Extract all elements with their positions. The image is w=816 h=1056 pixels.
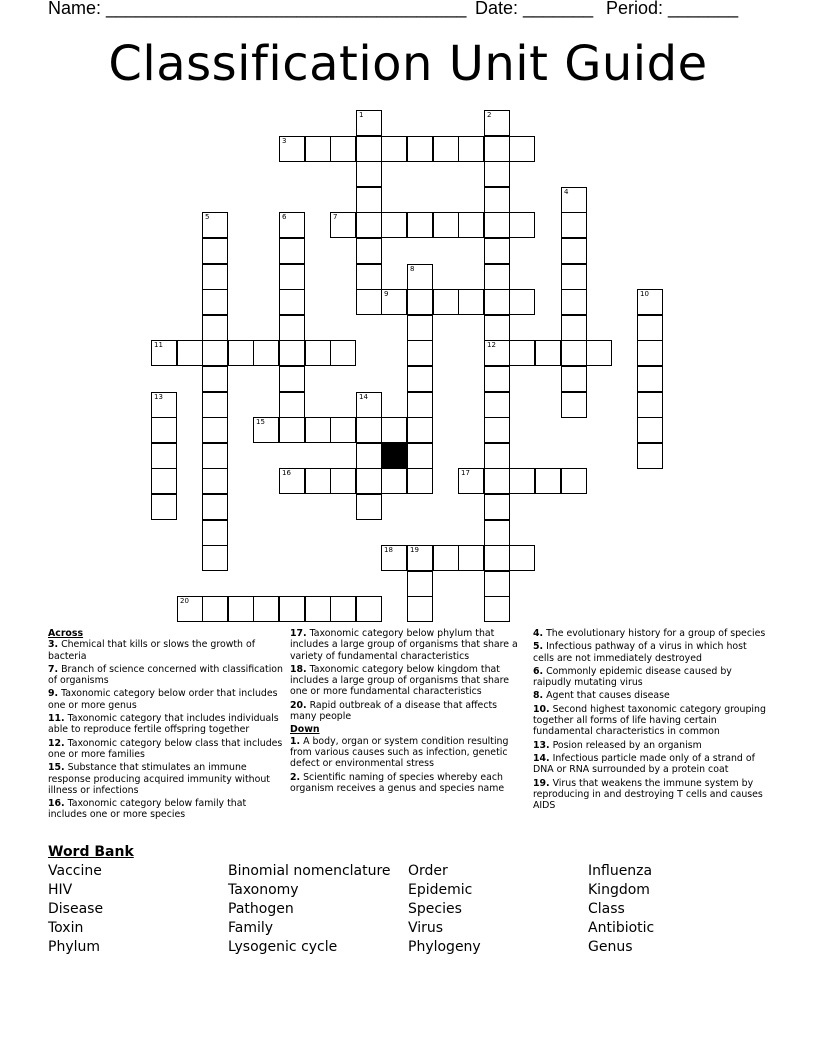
grid-cell[interactable] [484,443,510,469]
grid-cell[interactable] [356,443,382,469]
date-field-label: Date: _______ [475,0,594,18]
grid-cell[interactable] [151,494,177,520]
grid-cell[interactable] [356,468,382,494]
clue-text: Rapid outbreak of a disease that affects many people [290,699,498,723]
grid-cell[interactable] [202,212,228,238]
grid-cell[interactable] [484,340,510,366]
clue-text: Scientific naming of species whereby each organism receives a genus and species name [290,771,505,794]
grid-cell[interactable] [484,596,510,622]
grid-cell[interactable] [561,366,587,392]
grid-cell[interactable] [330,468,356,494]
word-bank-item: Order [408,863,448,879]
grid-cell[interactable] [561,468,587,494]
grid-cell[interactable] [637,366,663,392]
clue [533,628,769,639]
clue-number: 13. [533,739,550,751]
name-field-label: Name: ____________________________________ [48,0,467,18]
grid-cell[interactable] [279,289,305,315]
grid-cell[interactable] [561,212,587,238]
clue-number: 7 [333,213,338,221]
clue-number: 9. [48,688,59,700]
grid-cell[interactable] [279,392,305,418]
grid-cell[interactable] [458,468,484,494]
clue-number: 19. [533,777,550,789]
clue-text: Taxonomic category below family that includes one or more species [48,798,247,821]
clue [533,704,769,738]
grid-cell[interactable] [407,417,433,443]
grid-cell[interactable] [509,468,535,494]
clue-number: 15. [48,762,65,774]
clue-number: 13 [154,393,163,401]
clue-text: Taxonomic category below kingdom that includes a large group of organisms that share one or more fundamental characteristics [290,663,510,698]
page-title: Classification Unit Guide [108,36,708,92]
grid-cell[interactable] [509,289,535,315]
grid-cell[interactable] [458,545,484,571]
grid-cell[interactable] [458,289,484,315]
clue-number: 16. [48,798,65,810]
grid-cell[interactable] [535,468,561,494]
clue [533,690,769,701]
clue-number: 1 [359,111,364,119]
grid-cell[interactable] [407,136,433,162]
clues-column-3 [533,628,769,813]
word-bank-column [588,862,654,957]
grid-cell[interactable] [637,289,663,315]
clue [48,688,286,711]
clue-text: Commonly epidemic disease caused by raipudly mutating virus [533,665,732,689]
grid-cell[interactable] [381,545,407,571]
word-bank-item: Taxonomy [228,882,299,898]
clue-number: 3. [48,639,59,651]
grid-cell[interactable] [637,315,663,341]
grid-cell[interactable] [253,596,279,622]
grid-cell[interactable] [202,289,228,315]
grid-cell[interactable] [433,545,459,571]
period-field-label: Period: _______ [606,0,739,18]
grid-cell[interactable] [202,596,228,622]
grid-cell[interactable] [381,468,407,494]
grid-cell[interactable] [151,340,177,366]
word-bank-item: Class [588,901,625,917]
word-bank-column [48,862,103,957]
grid-cell[interactable] [484,520,510,546]
grid-cell[interactable] [202,264,228,290]
blocked-cell [381,443,407,469]
grid-cell[interactable] [305,417,331,443]
grid-cell[interactable] [561,315,587,341]
grid-cell[interactable] [202,417,228,443]
word-bank-item: Disease [48,901,104,917]
clue-heading: Down [290,724,320,736]
grid-cell[interactable] [202,340,228,366]
grid-cell[interactable] [484,571,510,597]
word-bank-item: Species [408,901,462,917]
grid-cell[interactable] [484,494,510,520]
grid-cell[interactable] [356,596,382,622]
grid-cell[interactable] [407,264,433,290]
clue-text: Branch of science concerned with classification of organisms [48,663,283,687]
grid-cell[interactable] [484,136,510,162]
clue-text: Second highest taxonomic category grouping together all forms of life having certain fundamental characteristics in common [533,703,766,738]
grid-cell[interactable] [151,392,177,418]
grid-cell[interactable] [484,366,510,392]
clue-number: 3 [282,137,287,145]
grid-cell[interactable] [228,596,254,622]
grid-cell[interactable] [279,136,305,162]
grid-cell[interactable] [279,468,305,494]
grid-cell[interactable] [458,136,484,162]
grid-cell[interactable] [177,596,203,622]
word-bank-item: Antibiotic [588,920,655,936]
clue [290,700,526,723]
clue-number: 20. [290,699,307,711]
grid-cell[interactable] [637,443,663,469]
grid-cell[interactable] [484,289,510,315]
grid-cell[interactable] [202,520,228,546]
grid-cell[interactable] [484,264,510,290]
clue-number: 11 [154,341,163,349]
clue-number: 4. [533,628,544,639]
grid-cell[interactable] [484,468,510,494]
grid-cell[interactable] [381,289,407,315]
grid-cell[interactable] [561,238,587,264]
grid-cell[interactable] [279,417,305,443]
clue-text: Taxonomic category below class that includes one or more families [48,737,283,760]
clue [290,736,526,770]
grid-cell[interactable] [433,289,459,315]
grid-cell[interactable] [279,340,305,366]
grid-cell[interactable] [305,596,331,622]
clue [290,772,526,795]
grid-cell[interactable] [279,264,305,290]
clue-number: 14. [533,752,550,764]
grid-cell[interactable] [279,596,305,622]
clue [48,798,286,821]
clue-number: 19 [410,546,419,554]
grid-cell[interactable] [202,443,228,469]
grid-cell[interactable] [202,494,228,520]
grid-cell[interactable] [330,136,356,162]
word-bank-item: Toxin [48,920,84,936]
clue-text: Virus that weakens the immune system by reproducing in and destroying T cells and causes AIDS [533,777,763,812]
grid-cell[interactable] [484,110,510,136]
clue-number: 2 [487,111,492,119]
grid-cell[interactable] [407,212,433,238]
word-bank-item: Kingdom [588,882,650,898]
grid-cell[interactable] [279,315,305,341]
clue-number: 5 [205,213,210,221]
clue-text: Taxonomic category that includes individuals able to reproduce fertile offspring together [48,713,279,736]
word-bank-item: Genus [588,939,633,955]
grid-cell[interactable] [356,161,382,187]
clue-number: 7. [48,663,59,675]
grid-cell[interactable] [202,366,228,392]
grid-cell[interactable] [407,596,433,622]
word-bank-column [408,862,481,957]
grid-cell[interactable] [330,212,356,238]
clue-text: Infectious particle made only of a strand of DNA or RNA surrounded by a protein coat [533,752,755,776]
grid-cell[interactable] [407,315,433,341]
grid-cell[interactable] [202,468,228,494]
grid-cell[interactable] [356,238,382,264]
clue-number: 8. [533,690,544,702]
grid-cell[interactable] [381,212,407,238]
clue [533,666,769,689]
clue-number: 12 [487,341,496,349]
grid-cell[interactable] [356,264,382,290]
grid-cell[interactable] [433,212,459,238]
grid-cell[interactable] [228,340,254,366]
clue-number: 14 [359,393,368,401]
clue-number: 20 [180,597,189,605]
clue-number: 9 [384,290,389,298]
grid-cell[interactable] [279,212,305,238]
clue-text: Agent that causes disease [543,690,670,702]
clue-number: 16 [282,469,291,477]
grid-cell[interactable] [561,289,587,315]
grid-cell[interactable] [356,110,382,136]
grid-cell[interactable] [330,417,356,443]
clue [48,713,286,736]
clue-text: Taxonomic category below phylum that includes a large group of organisms that share a variety of fundamental characteristics [290,628,518,662]
clue-text: A body, organ or system condition resulting from various causes such as infection, genetic defect or environmental stress [290,735,509,770]
grid-cell[interactable] [356,187,382,213]
grid-cell[interactable] [484,187,510,213]
clue-text: Posion released by an organism [549,739,702,751]
clue [290,664,526,698]
grid-cell[interactable] [279,366,305,392]
grid-cell[interactable] [279,238,305,264]
word-bank-item: Binomial nomenclature [228,863,391,879]
clue-number: 1. [290,735,301,747]
clue [533,740,769,751]
clues-column-1 [48,628,286,823]
clue [48,738,286,761]
clue-number: 10 [640,290,649,298]
grid-cell[interactable] [637,340,663,366]
grid-cell[interactable] [561,392,587,418]
grid-cell[interactable] [305,468,331,494]
clues-column-2 [290,628,526,796]
grid-cell[interactable] [356,392,382,418]
clue-text: Taxonomic category below order that includes one or more genus [48,688,278,711]
grid-cell[interactable] [305,340,331,366]
grid-cell[interactable] [484,417,510,443]
clue-number: 6. [533,665,544,677]
word-bank-item: Pathogen [228,901,294,917]
grid-cell[interactable] [407,571,433,597]
grid-cell[interactable] [356,289,382,315]
grid-cell[interactable] [484,212,510,238]
grid-cell[interactable] [535,340,561,366]
grid-cell[interactable] [151,443,177,469]
grid-cell[interactable] [586,340,612,366]
clue-number: 18 [384,546,393,554]
grid-cell[interactable] [561,264,587,290]
clue-number: 12. [48,737,65,749]
clue [290,628,526,662]
grid-cell[interactable] [330,340,356,366]
clue-number: 4 [564,188,569,196]
grid-cell[interactable] [202,545,228,571]
grid-cell[interactable] [484,392,510,418]
grid-cell[interactable] [509,545,535,571]
grid-cell[interactable] [637,417,663,443]
word-bank-item: Virus [408,920,444,936]
grid-cell[interactable] [509,136,535,162]
clue-number: 15 [256,418,265,426]
grid-cell[interactable] [381,136,407,162]
word-bank-item: Influenza [588,863,653,879]
grid-cell[interactable] [356,212,382,238]
grid-cell[interactable] [253,417,279,443]
grid-cell[interactable] [151,468,177,494]
grid-cell[interactable] [407,340,433,366]
grid-cell[interactable] [202,315,228,341]
grid-cell[interactable] [561,340,587,366]
clue-number: 10. [533,703,550,715]
clue-number: 8 [410,265,415,273]
grid-cell[interactable] [356,494,382,520]
grid-cell[interactable] [407,289,433,315]
grid-cell[interactable] [407,392,433,418]
clue-number: 2. [290,771,301,783]
grid-cell[interactable] [458,212,484,238]
clue-number: 6 [282,213,287,221]
grid-cell[interactable] [202,392,228,418]
clue [48,639,286,662]
grid-cell[interactable] [484,161,510,187]
grid-cell[interactable] [253,340,279,366]
grid-cell[interactable] [509,212,535,238]
grid-cell[interactable] [381,417,407,443]
word-bank-item: Family [228,920,274,936]
grid-cell[interactable] [202,238,228,264]
grid-cell[interactable] [177,340,203,366]
clue [48,762,286,796]
grid-cell[interactable] [433,136,459,162]
grid-cell[interactable] [356,136,382,162]
word-bank-item: Phylogeny [408,939,481,955]
word-bank-column [228,862,391,957]
grid-cell[interactable] [305,136,331,162]
grid-cell[interactable] [407,366,433,392]
clue-number: 18. [290,663,307,675]
grid-cell[interactable] [561,187,587,213]
clue [533,778,769,812]
clue-number: 17 [461,469,470,477]
grid-cell[interactable] [407,443,433,469]
clue-text: Substance that stimulates an immune response producing acquired immunity without illness or infections [48,762,270,796]
clue-number: 11. [48,713,65,725]
clue-text: Infectious pathway of a virus in which host cells are not immediately destroyed [533,641,747,664]
grid-cell[interactable] [484,545,510,571]
grid-cell[interactable] [151,417,177,443]
grid-cell[interactable] [509,340,535,366]
clue-text: Chemical that kills or slows the growth of bacteria [48,639,256,662]
grid-cell[interactable] [484,315,510,341]
word-bank-item: Vaccine [48,863,102,879]
clue [533,641,769,664]
clue-number: 17. [290,628,307,639]
word-bank-title: Word Bank [48,844,134,860]
clue-number: 5. [533,641,544,653]
word-bank-item: Lysogenic cycle [228,939,338,955]
clue-text: The evolutionary history for a group of species [543,628,766,639]
grid-cell[interactable] [637,392,663,418]
grid-cell[interactable] [407,545,433,571]
grid-cell[interactable] [356,417,382,443]
grid-cell[interactable] [484,238,510,264]
clue [533,753,769,776]
clue [48,664,286,687]
clue-heading: Across [48,628,84,639]
word-bank-item: Epidemic [408,882,473,898]
word-bank-item: Phylum [48,939,101,955]
grid-cell[interactable] [407,468,433,494]
word-bank-item: HIV [48,882,73,898]
grid-cell[interactable] [330,596,356,622]
